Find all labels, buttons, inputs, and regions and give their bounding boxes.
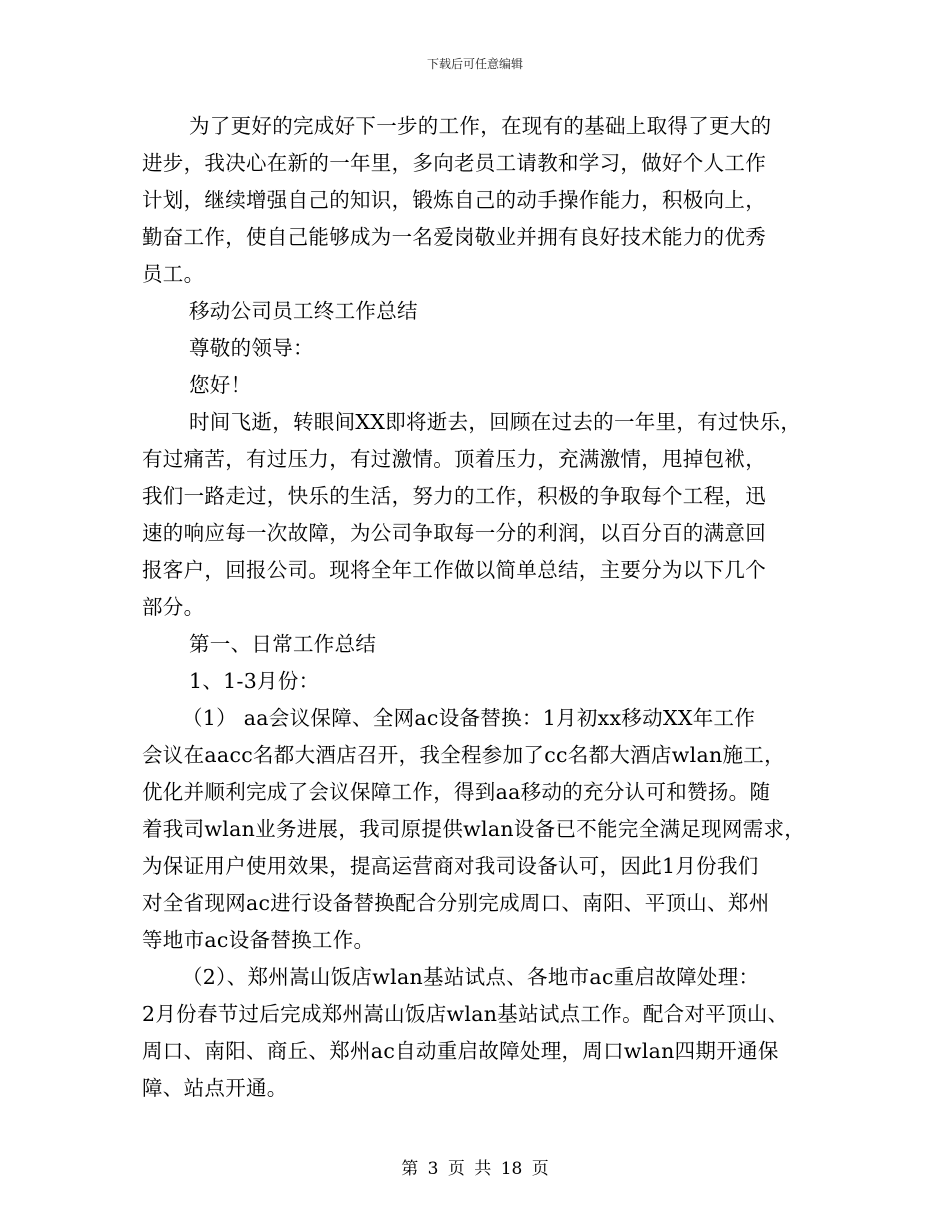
page-header-note: 下载后可任意编辑 [426,57,523,71]
paragraph-line: 时间飞逝，转眼间XX即将逝去，回顾在过去的一年里，有过快乐， [189,410,802,434]
paragraph-line: 速的响应每一次故障，为公司争取每一分的利润，以百分百的满意回 [142,521,766,545]
paragraph-line: （1） aa会议保障、全网ac设备替换：1月初xx移动XX年工作 [182,706,756,730]
paragraph-line: 障、站点开通。 [142,1076,288,1100]
paragraph-line: 着我司wlan业务进展，我司原提供wlan设备已不能完全满足现网需求， [142,817,806,841]
paragraph-line: 进步，我决心在新的一年里，多向老员工请教和学习，做好个人工作 [142,151,766,175]
paragraph-line: 员工。 [142,262,205,286]
section-title: 移动公司员工终工作总结 [189,299,418,323]
paragraph-line: 有过痛苦，有过压力，有过激情。顶着压力，充满激情，甩掉包袱， [142,447,766,471]
paragraph-line: 2月份春节过后完成郑州嵩山饭店wlan基站试点工作。配合对平顶山、 [142,1002,789,1026]
page-number: 第 3 页 共 18 页 [401,1159,549,1179]
paragraph-line: 报客户，回报公司。现将全年工作做以简单总结，主要分为以下几个 [142,558,766,582]
paragraph-line: （2）、郑州嵩山饭店wlan基站试点、各地市ac重启故障处理： [182,965,760,989]
paragraph-line: 我们一路走过，快乐的生活，努力的工作，积极的争取每个工程，迅 [142,484,766,508]
paragraph-line: 等地市ac设备替换工作。 [142,928,375,952]
subsection-heading: 1、1-3月份： [189,669,320,693]
section-heading: 第一、日常工作总结 [189,632,377,656]
greeting: 您好！ [189,373,252,397]
paragraph-line: 为了更好的完成好下一步的工作，在现有的基础上取得了更大的 [189,114,772,138]
paragraph-line: 计划，继续增强自己的知识，锻炼自己的动手操作能力，积极向上， [142,188,766,212]
document-body [142,108,832,1107]
paragraph-line: 对全省现网ac进行设备替换配合分别完成周口、南阳、平顶山、郑州 [142,891,770,915]
paragraph-line: 为保证用户使用效果，提高运营商对我司设备认可，因此1月份我们 [142,854,759,878]
paragraph-line: 部分。 [142,595,205,619]
paragraph-line: 会议在aacc名都大酒店召开，我全程参加了cc名都大酒店wlan施工， [142,743,785,767]
paragraph-line: 优化并顺利完成了会议保障工作，得到aa移动的充分认可和赞扬。随 [142,780,771,804]
salutation: 尊敬的领导： [189,336,314,360]
paragraph-line: 周口、南阳、商丘、郑州ac自动重启故障处理，周口wlan四期开通保 [142,1039,779,1063]
paragraph-line: 勤奋工作，使自己能够成为一名爱岗敬业并拥有良好技术能力的优秀 [142,225,766,249]
